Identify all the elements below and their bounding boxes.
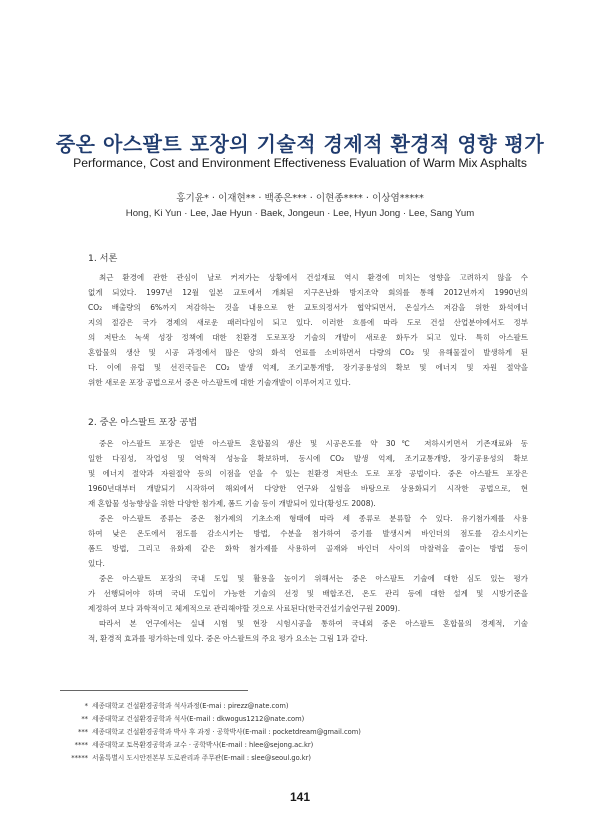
body-line: 하여 낮은 온도에서 점도를 감소시키는 방법, 수분을 첨가하여 증기를 발생시켜 바인더의 점도를 감소시키는 bbox=[88, 529, 528, 538]
body-line: 제정하여 보다 과학적이고 체계적으로 관리해야할 것으로 사료된다(한국건설기술연구원 2009). bbox=[88, 604, 401, 613]
body-line: 다. 이에 유럽 및 선진국들은 CO₂ 발생 억제, 조기교통개방, 장기공용성의 확보 및 에너지 및 자원 절약을 bbox=[88, 363, 528, 372]
footnote-mark: ** bbox=[81, 715, 88, 723]
footnote-text: 서울특별시 도시안전본부 도로관리과 주무관(E-mail : slee@seoul.go.kr) bbox=[92, 754, 311, 762]
footnote-item bbox=[60, 700, 520, 713]
body-line: 중온 아스팔트 포장은 일반 아스팔트 혼합물의 생산 및 시공온도를 약 30℃ 저하시키면서 기존재료와 동 bbox=[99, 439, 528, 448]
body-line: 최근 환경에 관한 관심이 날로 커져가는 상황에서 건설재료 역시 환경에 미치는 영향을 고려하지 않을 수 bbox=[99, 273, 528, 282]
body-line: 있다. bbox=[88, 559, 105, 568]
body-line: 일한 다짐성, 작업성 및 역학적 성능을 확보하며, 동시에 CO₂ 발생 억제, 조기교통개방, 장기공용성의 확보 bbox=[88, 454, 528, 463]
body-line: 재 혼합물 성능향상을 위한 다양한 첨가제, 폼드 기술 등이 개발되어 있다(황성도 2008). bbox=[88, 499, 376, 508]
body-line: CO₂ 배출량의 6%까지 저감하는 것을 내용으로 한 교토의정서가 협약되면서, 온실가스 저감을 위한 화석에너 bbox=[88, 303, 528, 312]
body-line: 폼드 방법, 그리고 유화제 같은 화학 첨가제를 사용하여 골재와 바인더 사이의 마찰력을 줄이는 방법 등이 bbox=[88, 544, 528, 553]
title-english: Performance, Cost and Environment Effectiveness Evaluation of Warm Mix Asphalts bbox=[73, 156, 527, 170]
footnote-divider bbox=[60, 690, 248, 691]
footnote-item bbox=[60, 713, 520, 726]
body-line: 없게 되었다. 1997년 12월 일본 교토에서 개최된 지구온난화 방지조약 회의를 통해 2012년까지 1990년의 bbox=[88, 288, 528, 297]
footnote-mark: *** bbox=[77, 728, 88, 736]
footnotes bbox=[60, 700, 520, 765]
section-heading-introduction: 1. 서론 bbox=[88, 253, 118, 264]
section-body-warm-mix bbox=[88, 436, 528, 646]
body-line: 1960년대부터 개발되기 시작하여 해외에서 다양한 연구와 실험을 바탕으로 상용화되기 시작한 공법으로, 현 bbox=[88, 484, 528, 493]
body-line: 따라서 본 연구에서는 실내 시험 및 현장 시험시공을 통하여 국내외 중온 아스팔트 혼합물의 경제적, 기술 bbox=[99, 619, 528, 628]
section-body-introduction bbox=[88, 270, 528, 390]
authors-korean: 홍기윤* · 이재현** · 백종은*** · 이현종**** · 이상염***** bbox=[176, 193, 424, 204]
body-line: 위한 새로운 포장 공법으로서 중온 아스팔트에 대한 기술개발이 이루어지고 있다. bbox=[88, 378, 351, 387]
body-line: 중온 아스팔트 종류는 중온 첨가제의 기초소재 형태에 따라 세 종류로 분류할 수 있다. 유기첨가제를 사용 bbox=[99, 514, 528, 523]
body-line: 중온 아스팔트 포장의 국내 도입 및 활용을 높이기 위해서는 중온 아스팔트 기술에 대한 심도 있는 평가 bbox=[99, 574, 528, 583]
body-line: 및 에너지 절약과 자원절약 등의 이점을 얻을 수 있는 친환경 저탄소 도로 포장 공법이다. 중온 아스팔트 포장은 bbox=[88, 469, 528, 478]
footnote-mark: ***** bbox=[71, 754, 88, 762]
title-korean: 중온 아스팔트 포장의 기술적 경제적 환경적 영향 평가 bbox=[55, 132, 545, 156]
body-line: 적, 환경적 효과를 평가하는데 있다. 중온 아스팔트의 주요 평가 요소는 그림 1과 같다. bbox=[88, 634, 368, 643]
footnote-text: 세종대학교 토목환경공학과 교수 · 공학박사(E-mail : hlee@sejong.ac.kr) bbox=[92, 741, 314, 749]
page-number: 141 bbox=[289, 790, 311, 804]
footnote-mark: * bbox=[84, 702, 88, 710]
footnote-text: 세종대학교 건설환경공학과 석사과정(E-mai : pirezz@nate.com) bbox=[92, 702, 289, 710]
footnote-text: 세종대학교 건설환경공학과 박사 후 과정 · 공학박사(E-mail : pocketdream@gmail.com) bbox=[92, 728, 361, 736]
footnote-mark: **** bbox=[74, 741, 88, 749]
footnote-item bbox=[60, 726, 520, 739]
body-line: 혼합물의 생산 및 시공 과정에서 많은 양의 화석 연료를 소비하면서 다량의 CO₂ 및 유해물질이 발생하게 된 bbox=[88, 348, 528, 357]
footnote-item bbox=[60, 752, 520, 765]
body-line: 의 저탄소 녹색 성장 정책에 대한 친환경 도로포장 기술의 개발이 새로운 화두가 되고 있다. 특히 아스팔트 bbox=[88, 333, 528, 342]
authors-english: Hong, Ki Yun · Lee, Jae Hyun · Baek, Jongeun · Lee, Hyun Jong · Lee, Sang Yum bbox=[125, 208, 475, 219]
footnote-item bbox=[60, 739, 520, 752]
body-line: 지의 절감은 국가 경제의 새로운 패러다임이 되고 있다. 이러한 흐름에 따라 도로 건설 산업분야에서도 정부 bbox=[88, 318, 528, 327]
section-heading-warm-mix: 2. 중온 아스팔트 포장 공법 bbox=[88, 417, 198, 428]
footnote-text: 세종대학교 건설환경공학과 석사(E-mail : dkwogus1212@nate.com) bbox=[92, 715, 305, 723]
body-line: 가 선행되어야 하며 국내 도입이 가능한 기술의 선정 및 배합조건, 온도 관리 등에 대한 설계 및 시방기준을 bbox=[88, 589, 528, 598]
